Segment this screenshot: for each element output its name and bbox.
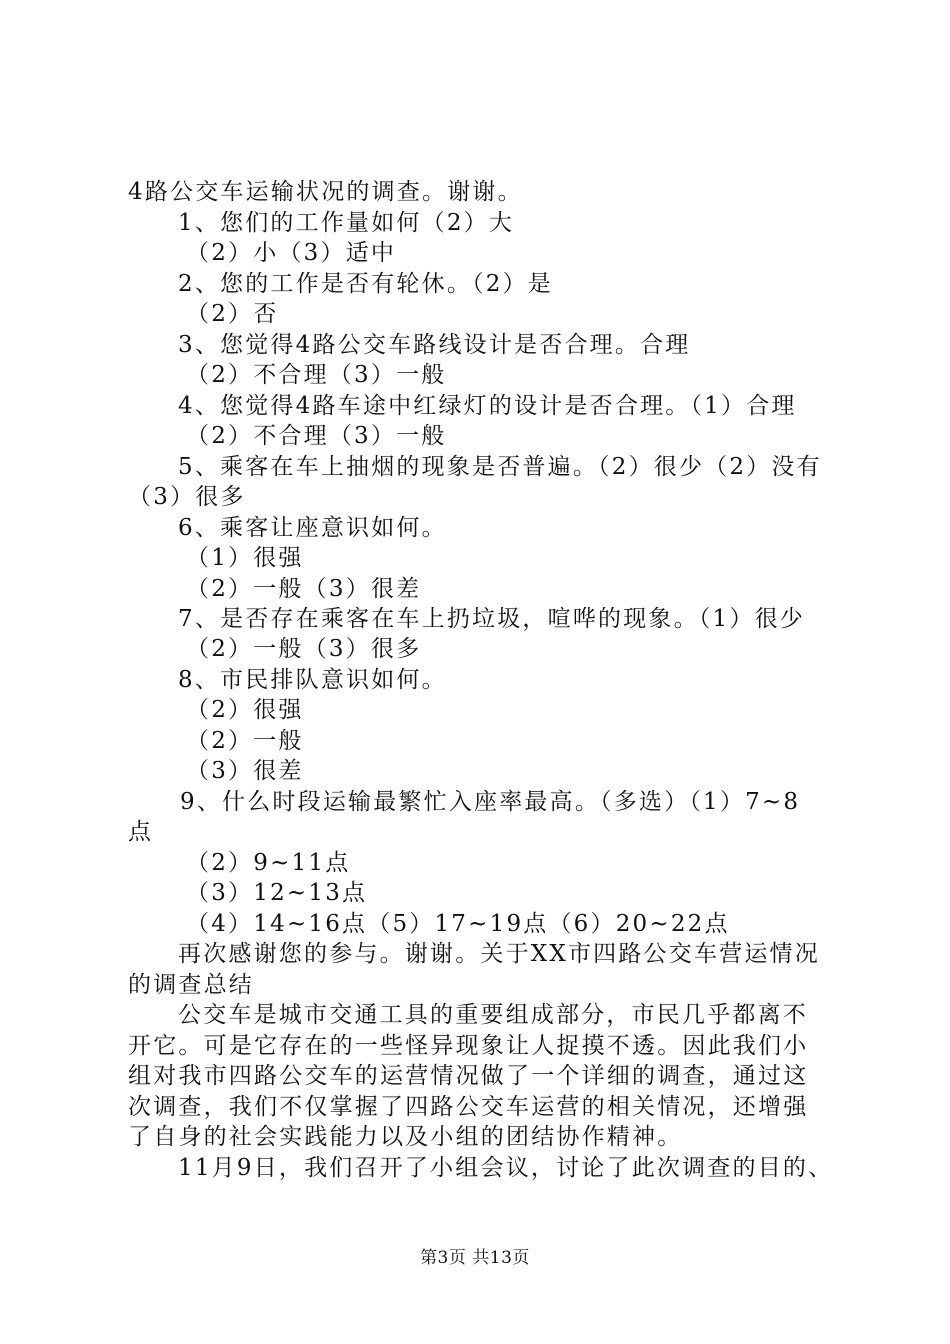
answer-options: （2）一般（3）很多 <box>186 636 422 662</box>
answer-options: （1）很强 <box>186 545 304 571</box>
question-4: 4、您觉得4路车途中红绿灯的设计是否合理。（1）合理 <box>178 393 797 419</box>
paragraph-line: 再次感谢您的参与。谢谢。关于XX市四路公交车营运情况 <box>178 941 820 967</box>
question-2: 2、您的工作是否有轮休。（2）是 <box>178 271 553 297</box>
answer-options: （2）一般（3）很差 <box>186 576 422 602</box>
question-1: 1、您们的工作量如何（2）大 <box>178 210 515 236</box>
question-6: 6、乘客让座意识如何。 <box>178 515 447 541</box>
paragraph-line: 的调查总结 <box>128 972 254 998</box>
paragraph-line: 公交车是城市交通工具的重要组成部分，市民几乎都离不 <box>178 1002 808 1028</box>
question-9: 9、什么时段运输最繁忙入座率最高。（多选）（1）7~8 <box>180 789 801 815</box>
question-8: 8、市民排队意识如何。 <box>178 667 447 693</box>
answer-options: （3）12~13点 <box>186 880 368 906</box>
text-line: 4路公交车运输状况的调查。谢谢。 <box>128 179 523 205</box>
paragraph-line: 开它。可是它存在的一些怪异现象让人捉摸不透。因此我们小 <box>128 1033 809 1059</box>
page-footer: 第3页 共13页 <box>420 1248 530 1268</box>
paragraph-line: 11月9日，我们召开了小组会议，讨论了此次调查的目的、 <box>178 1155 834 1181</box>
answer-options: （2）9~11点 <box>186 850 351 876</box>
text-line: 点 <box>128 819 154 845</box>
paragraph-line: 次调查，我们不仅掌握了四路公交车运营的相关情况，还增强 <box>128 1094 809 1120</box>
question-5: 5、乘客在车上抽烟的现象是否普遍。（2）很少（2）没有 <box>178 454 822 480</box>
answer-options: （4）14~16点（5）17~19点（6）20~22点 <box>186 911 730 937</box>
answer-options: （2）小（3）适中 <box>186 240 397 266</box>
answer-options: （3）很差 <box>186 758 304 784</box>
paragraph-line: 组对我市四路公交车的运营情况做了一个详细的调查，通过这 <box>128 1063 809 1089</box>
question-7: 7、是否存在乘客在车上扔垃圾，喧哗的现象。（1）很少 <box>178 606 805 632</box>
paragraph-line: 了自身的社会实践能力以及小组的团结协作精神。 <box>128 1124 683 1150</box>
answer-options: （3）很多 <box>128 484 246 510</box>
answer-options: （2）不合理（3）一般 <box>186 362 447 388</box>
answer-options: （2）否 <box>186 301 279 327</box>
question-3: 3、您觉得4路公交车路线设计是否合理。合理 <box>178 332 691 358</box>
answer-options: （2）不合理（3）一般 <box>186 423 447 449</box>
answer-options: （2）一般 <box>186 728 304 754</box>
answer-options: （2）很强 <box>186 697 304 723</box>
